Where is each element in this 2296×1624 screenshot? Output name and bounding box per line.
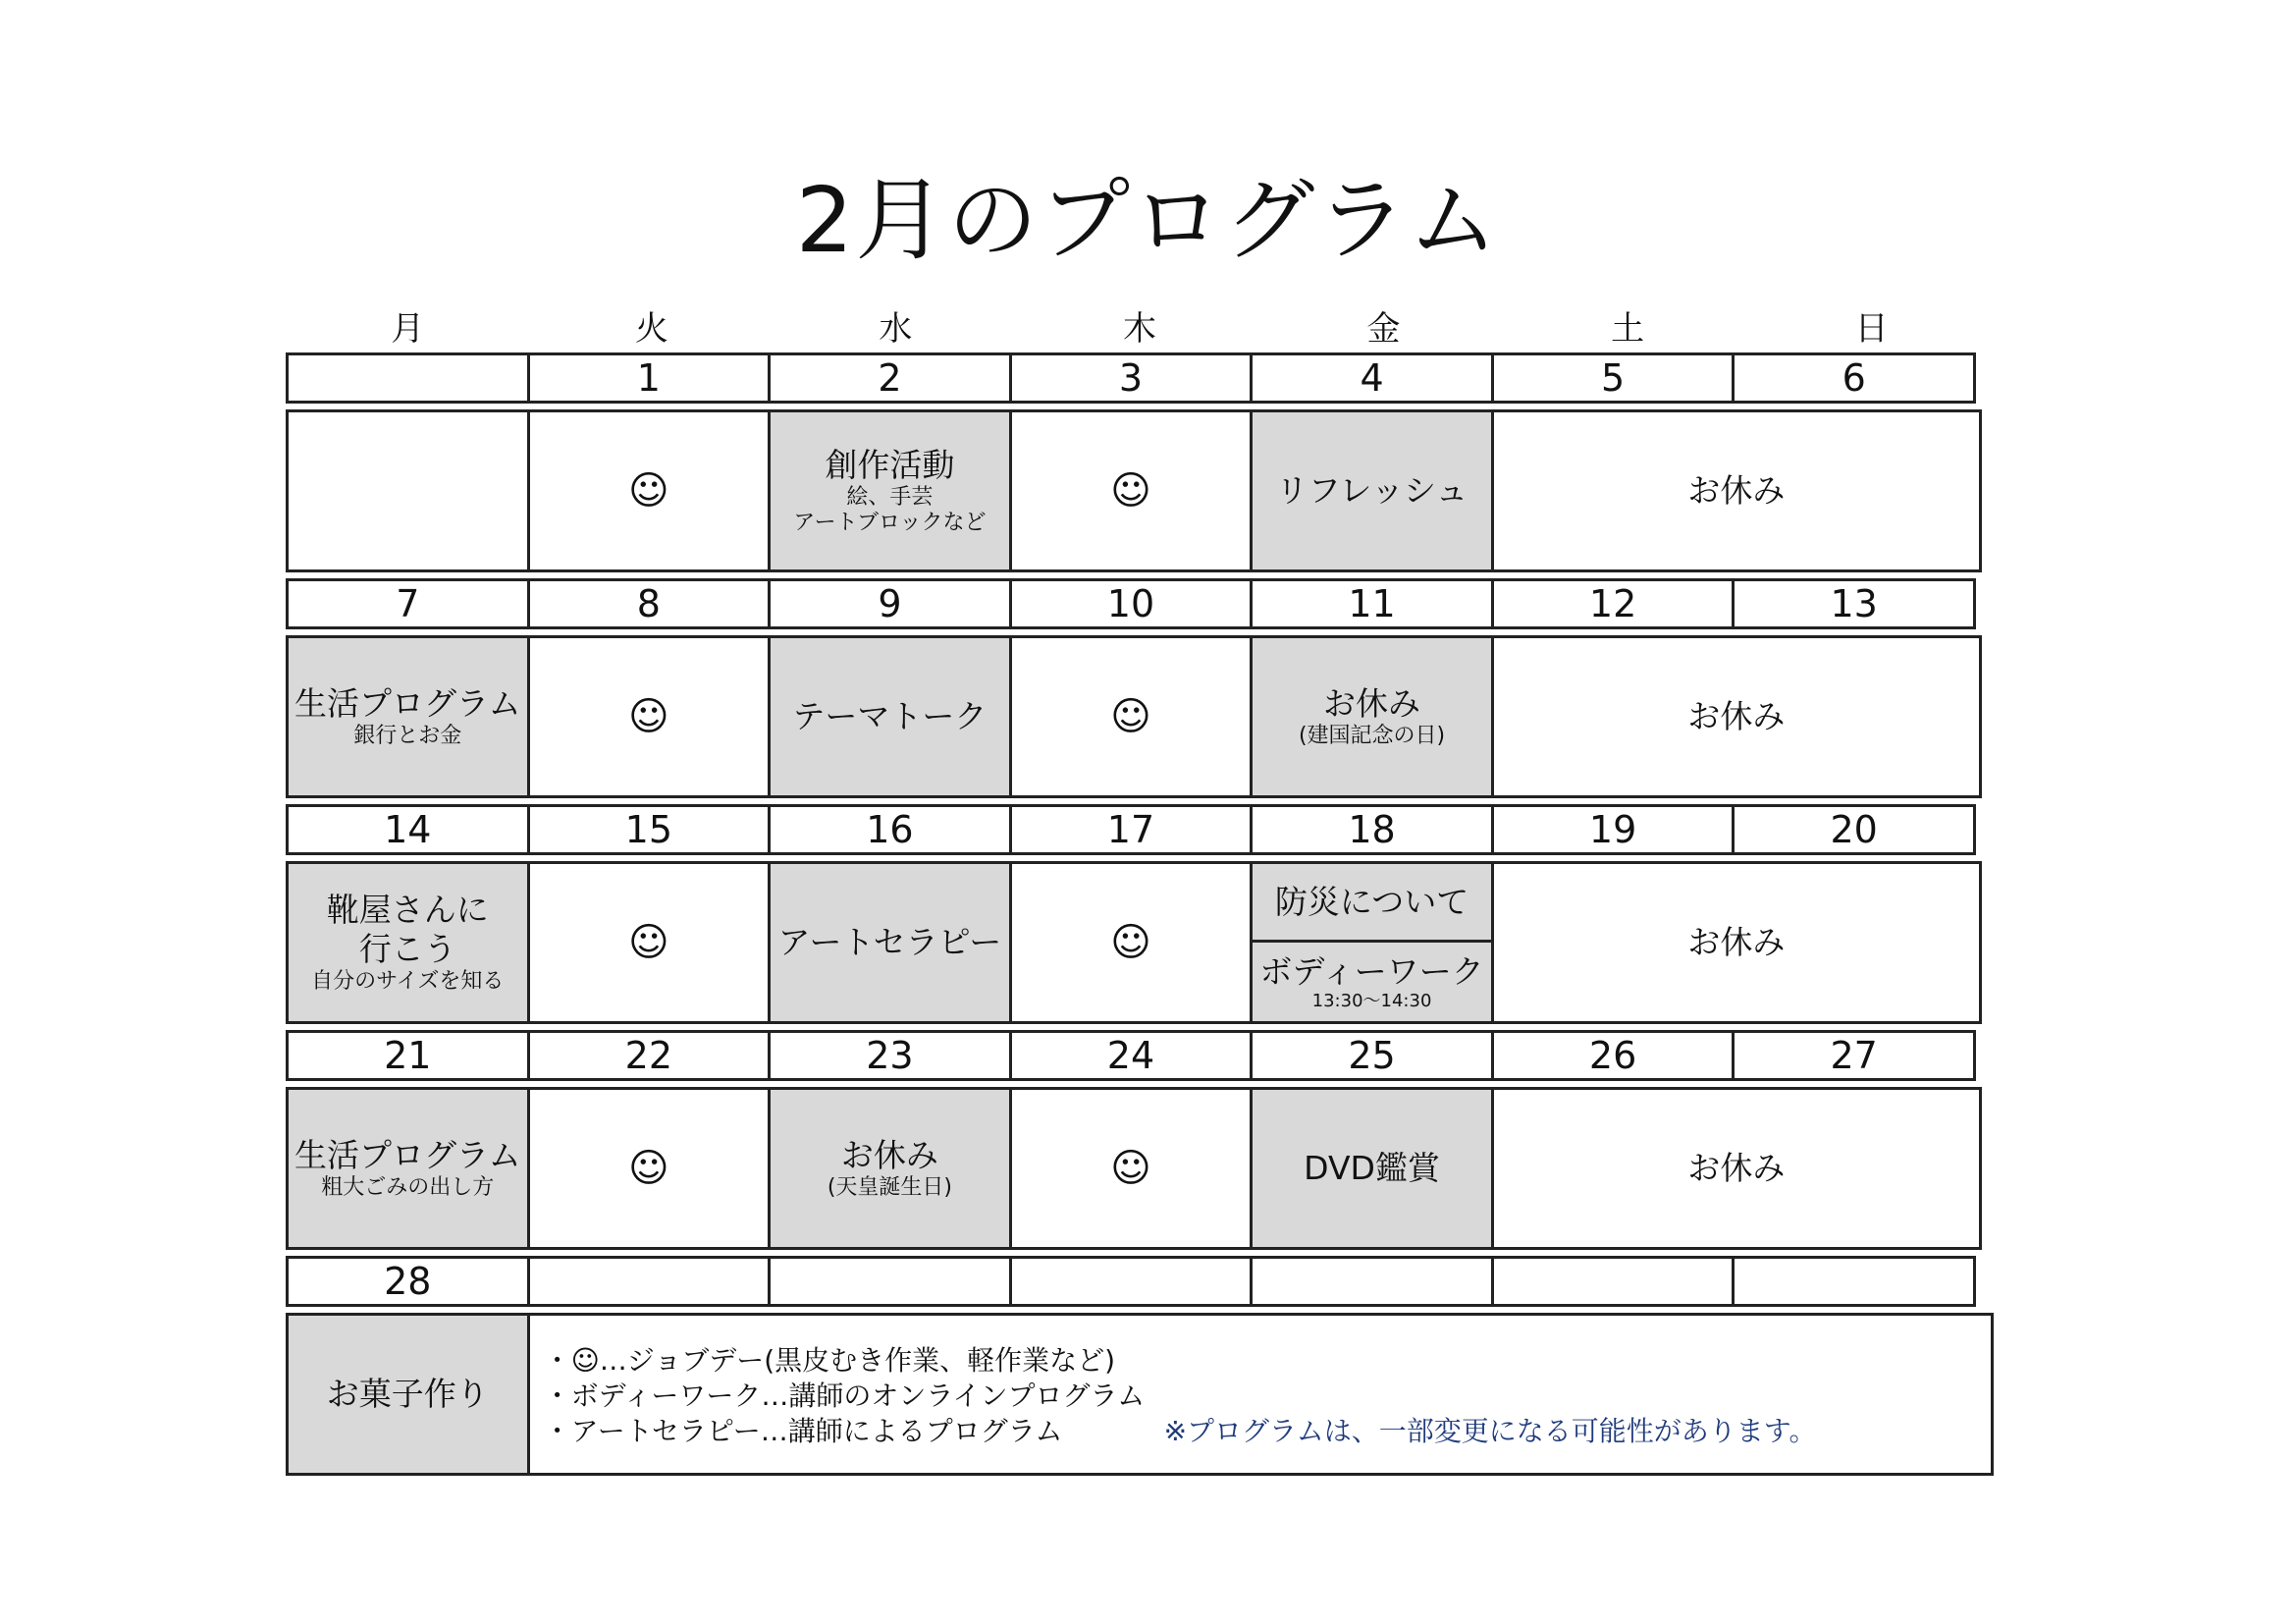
- date-cell: 13: [1732, 578, 1976, 629]
- legend-list: [544, 1343, 1146, 1449]
- program-cell-holiday: [1250, 635, 1494, 798]
- weekday-header: [286, 304, 1994, 353]
- holiday-label: お休み: [1687, 697, 1786, 735]
- date-cell: [1491, 1256, 1735, 1307]
- date-cell: 15: [527, 804, 772, 855]
- program-cell-holiday: [768, 1087, 1012, 1250]
- date-cell: [768, 1256, 1012, 1307]
- caution-note: ※プログラムは、一部変更になる可能性があります。: [1163, 1415, 1817, 1447]
- weekday-tue: 火: [634, 309, 668, 349]
- program-cell-job-day: [1009, 409, 1254, 572]
- program-subtitle: 銀行とお金: [353, 724, 462, 748]
- program-cell-job-day: [527, 861, 772, 1024]
- program-subtitle: 粗大ごみの出し方: [321, 1175, 495, 1200]
- weekday-fri: 金: [1366, 309, 1401, 349]
- date-cell: 27: [1732, 1030, 1976, 1081]
- date-cell: 14: [286, 804, 530, 855]
- program-cell-shoe-shop: [286, 861, 530, 1024]
- date-cell: 11: [1250, 578, 1494, 629]
- date-cell: 25: [1250, 1030, 1494, 1081]
- week1-program-row: [286, 409, 1994, 572]
- weekday-thu: 木: [1122, 309, 1156, 349]
- program-subtitle: アートブロックなど: [793, 511, 987, 535]
- date-cell: 18: [1250, 804, 1494, 855]
- date-cell: 4: [1250, 352, 1494, 404]
- week5-program-row: [286, 1313, 1994, 1476]
- date-cell: 19: [1491, 804, 1735, 855]
- date-cell: [1732, 1256, 1976, 1307]
- program-cell-creative: [768, 409, 1012, 572]
- notes-box: [527, 1313, 1994, 1476]
- program-subtitle: 絵、手芸: [846, 485, 934, 510]
- week3-program-row: [286, 861, 1994, 1024]
- program-title: 生活プログラム: [294, 1136, 521, 1174]
- date-cell: 5: [1491, 352, 1735, 404]
- date-cell: 23: [768, 1030, 1012, 1081]
- program-title: 靴屋さんに: [326, 891, 489, 929]
- date-cell: 26: [1491, 1030, 1735, 1081]
- program-cell-empty: [286, 409, 530, 572]
- program-cell-job-day: [527, 409, 772, 572]
- program-cell-life: [286, 635, 530, 798]
- weekday-sat: 土: [1611, 309, 1645, 349]
- program-subtitle: (建国記念の日): [1298, 724, 1446, 748]
- program-cell-weekend-holiday: [1491, 1087, 1982, 1250]
- smiley-icon: ☺: [627, 468, 669, 514]
- program-cell-job-day: [1009, 1087, 1254, 1250]
- program-cell-disaster-prevention: [1253, 864, 1491, 943]
- date-cell: 12: [1491, 578, 1735, 629]
- program-title: 防災について: [1274, 882, 1469, 921]
- program-cell-life: [286, 1087, 530, 1250]
- program-time: 13:30〜14:30: [1311, 991, 1432, 1011]
- smiley-icon: ☺: [627, 1146, 669, 1191]
- date-cell: 17: [1009, 804, 1254, 855]
- program-title: DVD鑑賞: [1304, 1149, 1440, 1187]
- week3-date-row: [286, 804, 1994, 855]
- program-title: お休み: [840, 1136, 938, 1174]
- program-cell-weekend-holiday: [1491, 409, 1982, 572]
- date-cell: 10: [1009, 578, 1254, 629]
- program-title: リフレッシュ: [1275, 471, 1468, 510]
- week5-date-row: [286, 1256, 1994, 1307]
- date-cell: [1009, 1256, 1254, 1307]
- program-cell-job-day: [1009, 861, 1254, 1024]
- week4-program-row: [286, 1087, 1994, 1250]
- program-cell-body-work: [1253, 943, 1491, 1021]
- program-cell-refresh: [1250, 409, 1494, 572]
- program-cell-theme-talk: [768, 635, 1012, 798]
- program-title: テーマトーク: [792, 697, 988, 735]
- smiley-icon: ☺: [1110, 1146, 1151, 1191]
- date-cell: [527, 1256, 772, 1307]
- program-subtitle: 自分のサイズを知る: [311, 969, 505, 994]
- date-cell: 6: [1732, 352, 1976, 404]
- program-cell-sweets: [286, 1313, 530, 1476]
- program-title: アートセラピー: [777, 923, 1002, 961]
- date-cell: 9: [768, 578, 1012, 629]
- legend-item: ・アートセラピー…講師によるプログラム: [543, 1415, 1063, 1447]
- date-cell: 3: [1009, 352, 1254, 404]
- date-cell: 22: [527, 1030, 772, 1081]
- legend-item: ・☺…ジョブデー(黒皮むき作業、軽作業など): [543, 1344, 1116, 1377]
- smiley-icon: ☺: [627, 920, 669, 965]
- weekday-wed: 水: [879, 309, 913, 349]
- date-cell: [286, 352, 530, 404]
- smiley-icon: ☺: [1110, 920, 1151, 965]
- date-cell: [1250, 1256, 1494, 1307]
- date-cell: 21: [286, 1030, 530, 1081]
- program-cell-job-day: [527, 1087, 772, 1250]
- program-title: ボディーワーク: [1259, 952, 1484, 991]
- program-cell-job-day: [1009, 635, 1254, 798]
- program-cell-art-therapy: [768, 861, 1012, 1024]
- program-cell-weekend-holiday: [1491, 635, 1982, 798]
- date-cell: 28: [286, 1256, 530, 1307]
- date-cell: 16: [768, 804, 1012, 855]
- legend-item: ・ボディーワーク…講師のオンラインプログラム: [543, 1380, 1146, 1412]
- week2-date-row: [286, 578, 1994, 629]
- program-cell-job-day: [527, 635, 772, 798]
- program-title: お菓子作り: [326, 1375, 489, 1413]
- program-cell-split: [1250, 861, 1494, 1024]
- week4-date-row: [286, 1030, 1994, 1081]
- smiley-icon: ☺: [627, 694, 669, 739]
- date-cell: 24: [1009, 1030, 1254, 1081]
- weekday-sun: 日: [1854, 309, 1889, 349]
- calendar-grid: [286, 352, 1994, 1482]
- week2-program-row: [286, 635, 1994, 798]
- program-cell-weekend-holiday: [1491, 861, 1982, 1024]
- weekday-mon: 月: [391, 309, 425, 349]
- page-title: 2月のプログラム: [795, 168, 1501, 273]
- smiley-icon: ☺: [1110, 694, 1151, 739]
- week1-date-row: [286, 352, 1994, 404]
- date-cell: 2: [768, 352, 1012, 404]
- date-cell: 8: [527, 578, 772, 629]
- program-subtitle: (天皇誕生日): [827, 1175, 952, 1200]
- date-cell: 7: [286, 578, 530, 629]
- program-cell-dvd: [1250, 1087, 1494, 1250]
- date-cell: 20: [1732, 804, 1976, 855]
- smiley-icon: ☺: [1110, 468, 1151, 514]
- program-title: お休み: [1323, 684, 1421, 723]
- program-title: 生活プログラム: [294, 684, 521, 723]
- date-cell: 1: [527, 352, 772, 404]
- program-title: 行こう: [358, 930, 456, 968]
- holiday-label: お休み: [1687, 923, 1786, 961]
- holiday-label: お休み: [1687, 471, 1786, 510]
- holiday-label: お休み: [1687, 1149, 1786, 1187]
- program-title: 創作活動: [825, 446, 955, 484]
